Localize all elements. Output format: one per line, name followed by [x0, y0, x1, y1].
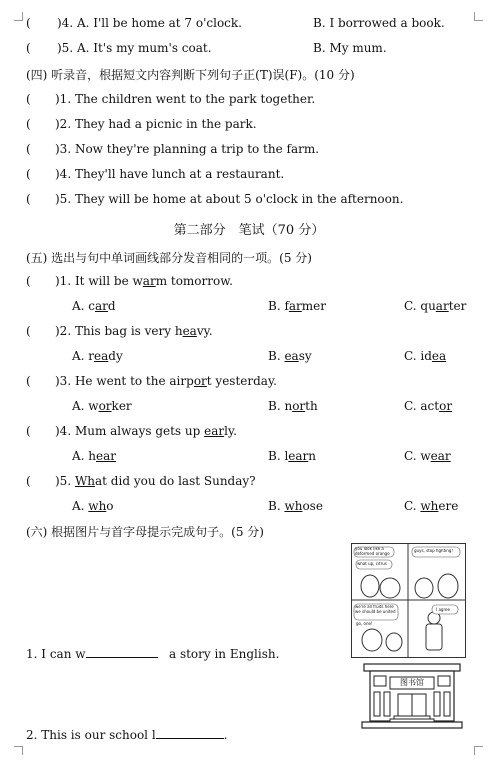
answer-blank[interactable]: [86, 646, 158, 658]
question-text: )4. Mum always gets up early.: [55, 424, 237, 438]
option-a: A. card: [72, 299, 116, 313]
option-a: A. who: [72, 499, 114, 513]
answer-paren: (: [26, 474, 31, 488]
answer-paren: (: [26, 117, 31, 131]
section-heading: (五) 选出与句中单词画线部分发音相同的一项。(5 分): [26, 251, 312, 265]
answer-paren: (: [26, 142, 31, 156]
option-c: C. where: [404, 499, 459, 513]
option-c: C. quarter: [404, 299, 467, 313]
corner-mark-top-right: [474, 12, 483, 21]
part-title: 第二部分 笔试（70 分）: [173, 223, 325, 238]
statement-text: )4. They'll have lunch at a restaurant.: [55, 167, 285, 181]
option-b: B. farmer: [268, 299, 326, 313]
library-building-image: [360, 662, 464, 732]
answer-paren: (: [26, 374, 31, 388]
option-b: B. whose: [268, 499, 323, 513]
comic-bubble: you look like a deformed orange: [355, 547, 390, 556]
fill-in-sentence: 1. I can w a story in English.: [26, 647, 280, 661]
answer-paren: (: [26, 192, 31, 206]
question-text: )1. It will be warm tomorrow.: [55, 274, 233, 288]
section-heading: (四) 听录音，根据短文内容判断下列句子正(T)误(F)。(10 分): [26, 68, 355, 82]
option-c: C. actor: [404, 399, 453, 413]
fill-in-sentence: 2. This is our school l .: [26, 728, 228, 742]
comic-bubble: we're all fruits here we should be united: [355, 605, 396, 614]
corner-mark-top-left: [14, 12, 23, 21]
option-c: C. wear: [404, 449, 451, 463]
option-a: A. ready: [72, 349, 123, 363]
option-c: C. idea: [404, 349, 447, 363]
comic-bubble: I agree: [436, 607, 450, 612]
question-text: )4. A. I'll be home at 7 o'clock.: [57, 16, 242, 30]
comic-bubble: go, one!: [356, 621, 373, 626]
corner-mark-bottom-left: [14, 746, 23, 755]
option-a: A. hear: [72, 449, 117, 463]
answer-paren: (: [26, 324, 31, 338]
option-b: B. I borrowed a book.: [313, 16, 445, 30]
question-text: )3. He went to the airport yesterday.: [55, 374, 277, 388]
comic-bubble: what up, citrus: [357, 562, 387, 566]
option-b: B. My mum.: [313, 41, 387, 55]
answer-paren: (: [26, 167, 31, 181]
statement-text: )2. They had a picnic in the park.: [55, 117, 257, 131]
answer-blank[interactable]: [156, 727, 224, 739]
option-b: B. learn: [268, 449, 317, 463]
section-heading: (六) 根据图片与首字母提示完成句子。(5 分): [26, 525, 264, 539]
answer-paren: (: [26, 274, 31, 288]
statement-text: )5. They will be home at about 5 o'clock in the afternoon.: [55, 192, 404, 206]
option-a: A. worker: [72, 399, 132, 413]
fruit-comic-image: [351, 543, 466, 658]
question-text: )5. What did you do last Sunday?: [55, 474, 256, 488]
question-text: )5. A. It's my mum's coat.: [57, 41, 212, 55]
answer-paren: (: [26, 424, 31, 438]
answer-paren: (: [26, 41, 31, 55]
answer-paren: (: [26, 16, 31, 30]
library-sign: 图书馆: [400, 678, 424, 687]
statement-text: )3. Now they're planning a trip to the farm.: [55, 142, 320, 156]
statement-text: )1. The children went to the park together.: [55, 92, 316, 106]
comic-bubble: guys, stop fighting!: [414, 549, 453, 553]
option-b: B. north: [268, 399, 318, 413]
question-text: )2. This bag is very heavy.: [55, 324, 213, 338]
answer-paren: (: [26, 92, 31, 106]
option-b: B. easy: [268, 349, 312, 363]
corner-mark-bottom-right: [474, 746, 483, 755]
